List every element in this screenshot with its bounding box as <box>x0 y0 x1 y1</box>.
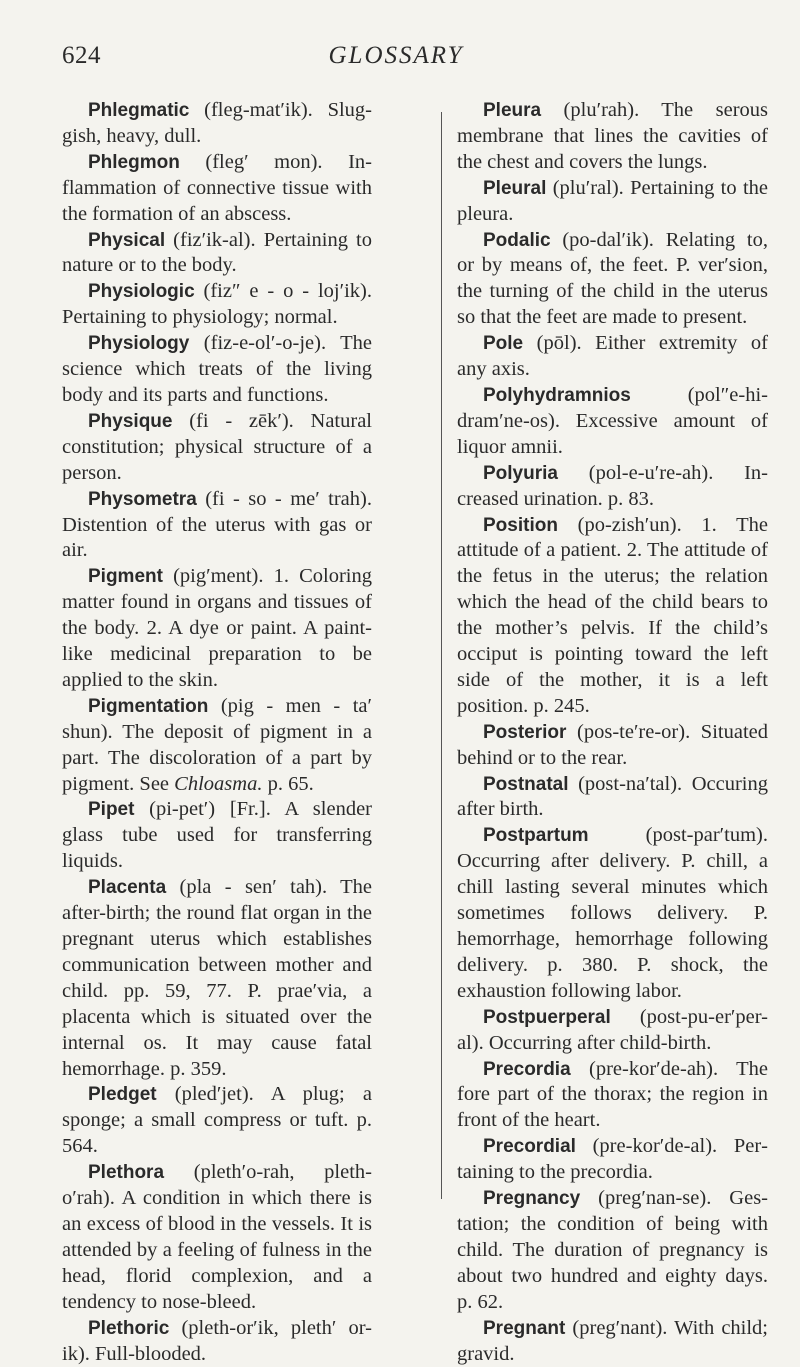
entry-definition: (pre-kor′de-al). Pertaining to the precordia. <box>457 1135 768 1184</box>
entry-term: Placenta <box>88 877 167 899</box>
column-divider <box>441 112 442 1199</box>
glossary-entry <box>457 176 768 228</box>
glossary-entry <box>62 150 372 228</box>
glossary-entry <box>62 487 372 565</box>
entry-definition: (pleth-or′ik, pleth′ or-ik). Full-blooded. <box>62 1316 372 1365</box>
entry-term: Physiology <box>88 333 190 355</box>
glossary-entry <box>62 279 372 331</box>
entry-term: Physometra <box>88 488 197 510</box>
entry-term: Pregnancy <box>483 1188 581 1210</box>
entry-term: Podalic <box>483 229 551 251</box>
glossary-entry <box>457 461 768 513</box>
entry-term: Polyhydramnios <box>483 384 631 406</box>
page-header <box>62 42 730 82</box>
glossary-entry <box>457 513 768 720</box>
right-column <box>457 98 768 1367</box>
glossary-entry <box>457 823 768 1004</box>
entry-definition: (fiz′ik-al). Pertaining to nature or to the body. <box>62 228 372 277</box>
entry-term: Phlegmon <box>88 151 180 173</box>
entry-term: Plethora <box>88 1162 165 1184</box>
left-column <box>62 98 372 1367</box>
entry-term: Precordia <box>483 1058 571 1080</box>
entry-term: Pipet <box>88 799 135 821</box>
glossary-entry <box>62 564 372 694</box>
entry-definition: (plu′ral). Pertaining to the pleura. <box>457 176 768 225</box>
glossary-entry <box>457 772 768 824</box>
glossary-entry <box>457 331 768 383</box>
entry-definition: (pig - men - ta′ shun). The deposit of pigment in a part. The discoloration of a part by pigment. See <box>62 694 372 795</box>
entry-term: Pregnant <box>483 1317 566 1339</box>
entry-term: Pigmentation <box>88 695 209 717</box>
entry-term: Pleura <box>483 100 542 121</box>
running-head: GLOSSARY <box>328 42 464 69</box>
entry-definition: (preg′nant). With child; gravid. <box>457 1316 768 1365</box>
entry-definition: (pleth′o-rah, pleth-o′rah). A condition in which there is an excess of blood in the vessels. It is attended by a feeling of fulness in the head, florid complexion, and a tendency to nose-bleed. <box>62 1161 372 1313</box>
entry-term: Posterior <box>483 721 567 743</box>
entry-definition: (pre-kor′de-ah). The fore part of the thorax; the region in front of the heart. <box>457 1057 768 1132</box>
entry-definition: (pol″e-hi-dram′ne-os). Excessive amount of liquor amnii. <box>457 383 768 458</box>
entry-definition: (preg′nan-se). Gestation; the condition of being with child. The duration of pregnancy is about two hundred and eighty days. p. 62. <box>457 1187 768 1313</box>
entry-term: Physical <box>88 229 166 251</box>
entry-definition: (plu′rah). The serous membrane that lines the cavities of the chest and covers the lungs. <box>457 99 768 173</box>
entry-definition: (fiz-e-ol′-o-je). The science which treats of the living body and its parts and functions. <box>62 332 372 406</box>
glossary-entry <box>62 409 372 487</box>
entry-term: Pleural <box>483 177 547 199</box>
glossary-entry <box>457 720 768 772</box>
entry-definition: (fleg-mat′ik). Sluggish, heavy, dull. <box>62 99 372 147</box>
entry-term: Pole <box>483 333 524 355</box>
entry-term: Polyuria <box>483 462 558 484</box>
glossary-entry <box>62 797 372 875</box>
entry-definition: (pig′ment). 1. Coloring matter found in organs and tissues of the body. 2. A dye or paint. A paint-like medicinal preparation to be applied to the skin. <box>62 565 372 691</box>
entry-definition: (fleg′ mon). Inflammation of connective tissue with the formation of an abscess. <box>62 150 372 225</box>
entry-definition: (po-dal′ik). Relating to, or by means of, the feet. P. ver′sion, the turning of the child in the uterus so that the feet are made to present. <box>457 228 768 329</box>
glossary-entry <box>457 228 768 332</box>
glossary-entry <box>62 331 372 409</box>
entry-term: Physique <box>88 410 173 432</box>
entry-cross-reference: Chloasma. <box>174 772 263 795</box>
entry-term: Physiologic <box>88 281 195 303</box>
entry-definition: (post-pu-er′per-al). Occurring after child-birth. <box>457 1005 768 1054</box>
glossary-entry <box>457 1186 768 1316</box>
glossary-entry <box>62 98 372 150</box>
page-number: 624 <box>62 42 101 69</box>
glossary-entry <box>62 875 372 1082</box>
entry-term: Precordial <box>483 1136 576 1158</box>
glossary-entry <box>62 228 372 280</box>
glossary-entry <box>457 98 768 176</box>
entry-definition: (pos-te′re-or). Situated behind or to the rear. <box>457 720 768 769</box>
entry-definition: (pōl). Either extremity of any axis. <box>457 332 768 381</box>
entry-definition: (pi-pet′) [Fr.]. A slender glass tube used for transferring liquids. <box>62 798 372 873</box>
glossary-entry <box>457 1316 768 1367</box>
entry-definition: (fi - zēk′). Natural constitution; physical structure of a person. <box>62 409 372 484</box>
glossary-entry <box>62 694 372 798</box>
glossary-entry <box>62 1082 372 1160</box>
glossary-entry <box>457 383 768 461</box>
entry-definition: (post-na′tal). Occuring after birth. <box>457 772 768 821</box>
entry-definition: (po-zish′un). 1. The attitude of a patient. 2. The attitude of the fetus in the uterus; the relation which the head of the child bears to the mother’s pelvis. If the child’s occiput is pointing toward the left side of the mother, it is a left position. p. 245. <box>457 513 768 717</box>
entry-term: Pigment <box>88 566 163 588</box>
entry-definition: (fiz″ e - o - loj′ik). Pertaining to physiology; normal. <box>62 280 372 329</box>
glossary-entry <box>457 1005 768 1057</box>
entry-term: Position <box>483 514 558 536</box>
entry-definition: (pled′jet). A plug; a sponge; a small compress or tuft. p. 564. <box>62 1083 372 1158</box>
entry-term: Postpuerperal <box>483 1006 611 1028</box>
entry-definition: (fi - so - me′ trah). Distention of the uterus with gas or air. <box>62 487 372 562</box>
entry-definition: (pol-e-u′re-ah). Increased urination. p. 83. <box>457 461 768 510</box>
entry-term: Postpartum <box>483 825 589 847</box>
entry-term: Phlegmatic <box>88 100 190 121</box>
entry-page-ref: p. 65. <box>262 772 314 795</box>
glossary-entry <box>62 1160 372 1315</box>
entry-definition: (pla - sen′ tah). The after-birth; the round flat organ in the pregnant uterus which establishes communication between mother and child. pp. 59, 77. P. prae′via, a placenta which is situated over the internal os. It may cause fatal hemorrhage. p. 359. <box>62 876 372 1080</box>
entry-term: Pledget <box>88 1084 157 1106</box>
glossary-entry <box>457 1134 768 1186</box>
entry-definition: (post-par′tum). Occurring after delivery. P. chill, a chill lasting several minutes which sometimes follows delivery. P. hemorrhage, hemorrhage following delivery. p. 380. P. shock, the exhaustion following labor. <box>457 824 768 1002</box>
entry-term: Postnatal <box>483 773 569 795</box>
glossary-entry <box>457 1057 768 1135</box>
glossary-entry <box>62 1316 372 1367</box>
entry-term: Plethoric <box>88 1317 170 1339</box>
